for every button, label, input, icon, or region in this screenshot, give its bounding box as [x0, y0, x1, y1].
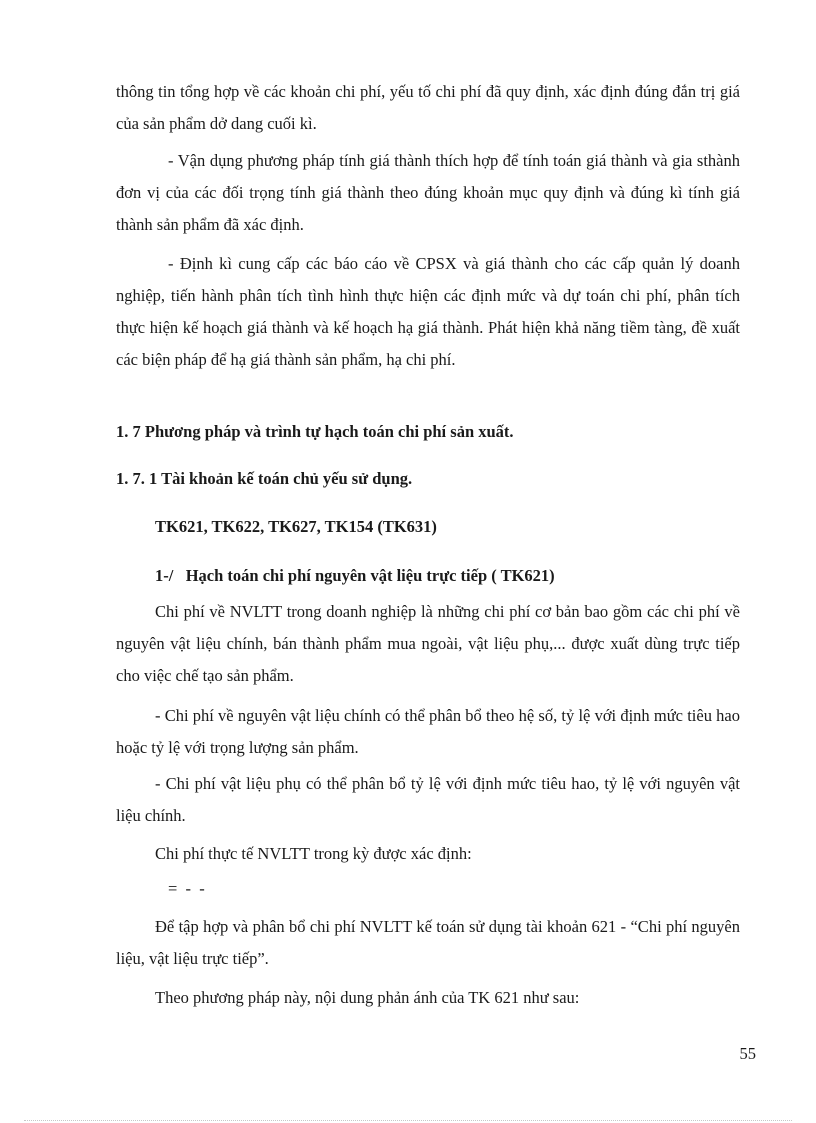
paragraph-auxiliary-material: - Chi phí vật liệu phụ có thể phân bổ tỷ lệ với định mức tiêu hao, tỷ lệ với nguyên vật liệu chính. — [116, 774, 740, 825]
paragraph-main-material: - Chi phí về nguyên vật liệu chính có thể phân bổ theo hệ số, tỷ lệ với định mức tiêu hao hoặc tỷ lệ với trọng lượng sản phẩm. — [116, 706, 740, 757]
page-number: 55 — [739, 1044, 756, 1063]
paragraph-apply-method: - Vận dụng phương pháp tính giá thành thích hợp để tính toán giá thành và gia sthành đơn vị của các đối trọng tính giá thành theo đúng khoản mục quy định và đúng kì tính giá thành sản phẩm đã xác định. — [116, 151, 740, 234]
item-heading: 1-/ Hạch toán chi phí nguyên vật liệu trực tiếp ( TK621) — [155, 566, 555, 585]
page-divider — [24, 1120, 792, 1121]
paragraph-periodic-report: - Định kì cung cấp các báo cáo về CPSX và giá thành cho các cấp quản lý doanh nghiệp, tiến hành phân tích tình hình thực hiện các định mức và dự toán chi phí, phân tích thực hiện kế hoạch giá thành và kế hoạch hạ giá thành. Phát hiện khả năng tiềm tàng, đề xuất các biện pháp để hạ giá thành sản phẩm, hạ chi phí. — [116, 254, 740, 369]
account-list: TK621, TK622, TK627, TK154 (TK631) — [155, 517, 437, 536]
subsection-heading: 1. 7. 1 Tài khoản kế toán chủ yếu sử dụng. — [116, 469, 413, 488]
formula: = - - — [168, 879, 205, 898]
paragraph-actual-cost: Chi phí thực tế NVLTT trong kỳ được xác định: — [155, 844, 472, 863]
paragraph-account-621: Để tập hợp và phân bổ chi phí NVLTT kế toán sử dụng tài khoản 621 - “Chi phí nguyên liệu, vật liệu trực tiếp”. — [116, 917, 740, 968]
paragraph-continuation: thông tin tổng hợp về các khoản chi phí, yếu tố chi phí đã quy định, xác định đúng đắn trị giá của sản phẩm dở dang cuối kì. — [116, 82, 740, 133]
paragraph-tk621-content: Theo phương pháp này, nội dung phản ánh của TK 621 như sau: — [155, 988, 580, 1007]
section-heading: 1. 7 Phương pháp và trình tự hạch toán chi phí sản xuất. — [116, 422, 514, 441]
paragraph-nvltt-definition: Chi phí về NVLTT trong doanh nghiệp là những chi phí cơ bản bao gồm các chi phí về nguyên vật liệu chính, bán thành phẩm mua ngoài, vật liệu phụ,... được xuất dùng trực tiếp cho việc chế tạo sản phẩm. — [116, 602, 740, 685]
